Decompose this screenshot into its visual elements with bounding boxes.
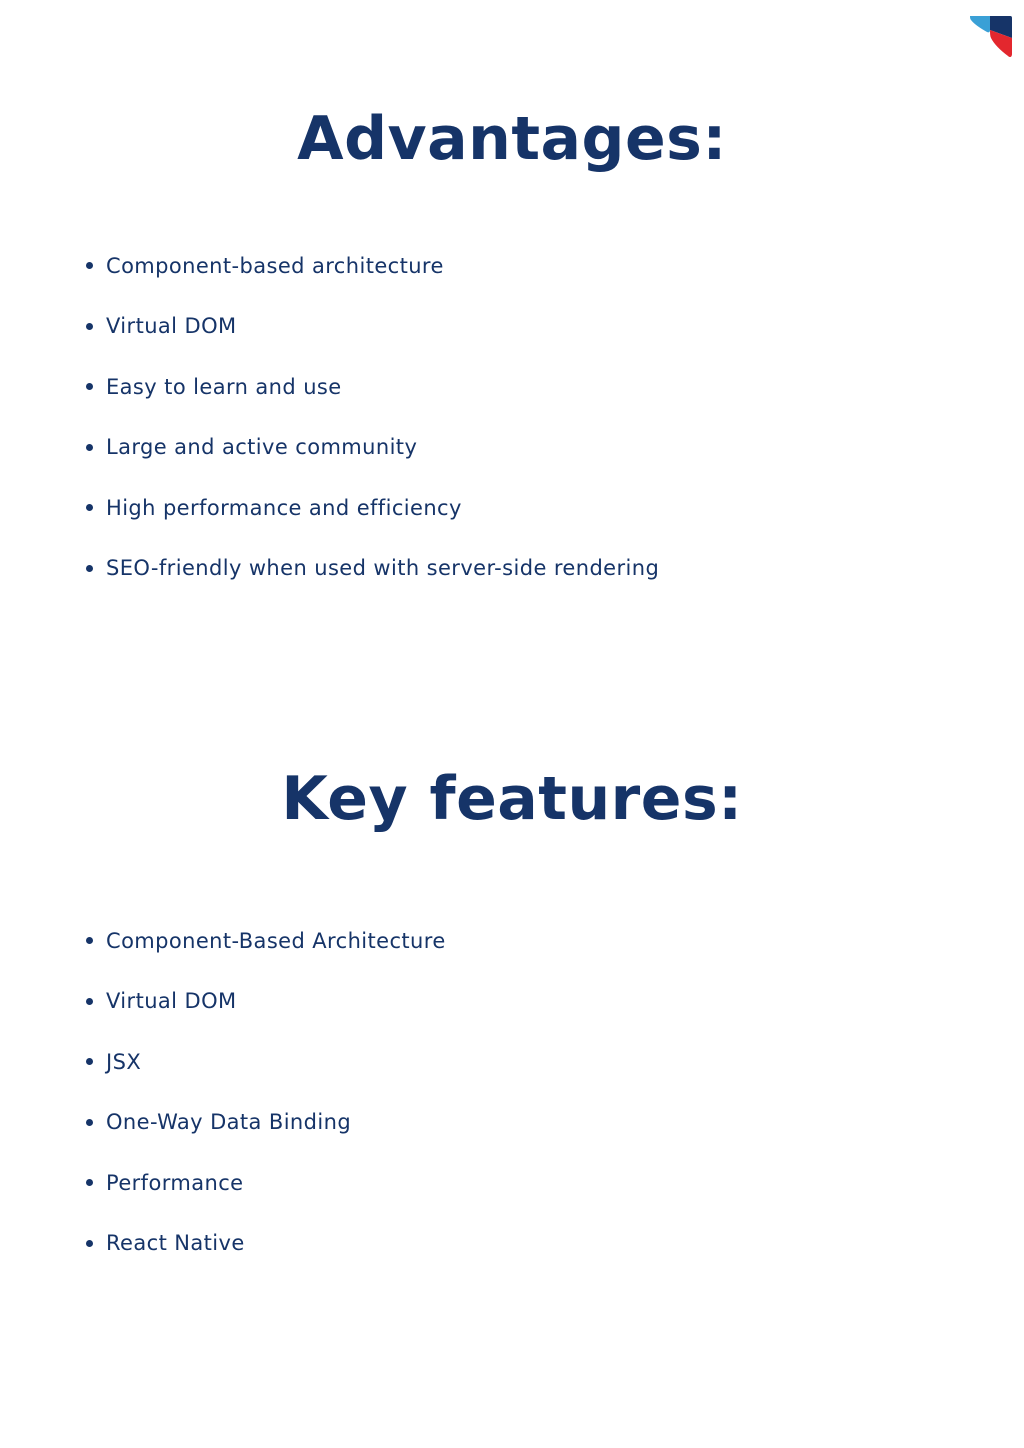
list-item [86,1046,446,1077]
brand-logo-icon [970,16,1014,58]
list-item [86,492,659,523]
bullet-icon [86,1179,93,1186]
key-features-heading: Key features: [281,764,743,834]
bullet-icon [86,565,93,572]
list-item [86,553,659,584]
bullet-icon [86,504,93,511]
bullet-icon [86,323,93,330]
advantages-list [86,250,659,614]
list-item [86,986,446,1017]
bullet-icon [86,998,93,1005]
list-item [86,432,659,463]
bullet-icon [86,444,93,451]
bullet-icon [86,1119,93,1126]
bullet-icon [86,1240,93,1247]
list-item [86,925,446,956]
key-features-list [86,925,446,1289]
list-item [86,371,659,402]
bullet-icon [86,383,93,390]
list-item-text: One-Way Data Binding [106,1110,352,1135]
list-item-text: JSX [106,1049,142,1074]
list-item-text: Virtual DOM [106,314,237,339]
list-item [86,1107,446,1138]
list-item-text: SEO-friendly when used with server-side rendering [106,556,660,581]
logo-blue-shape [970,16,990,32]
list-item [86,1228,446,1259]
list-item-text: Easy to learn and use [106,374,342,399]
list-item-text: Virtual DOM [106,989,237,1014]
list-item-text: Performance [106,1170,244,1195]
list-item-text: High performance and efficiency [106,495,462,520]
list-item-text: Large and active community [106,435,418,460]
bullet-icon [86,262,93,269]
advantages-heading: Advantages: [297,104,727,174]
bullet-icon [86,1058,93,1065]
bullet-icon [86,937,93,944]
list-item-text: React Native [106,1231,245,1256]
list-item-text: Component-based architecture [106,253,444,278]
list-item [86,250,659,281]
list-item [86,311,659,342]
list-item [86,1167,446,1198]
list-item-text: Component-Based Architecture [106,928,446,953]
